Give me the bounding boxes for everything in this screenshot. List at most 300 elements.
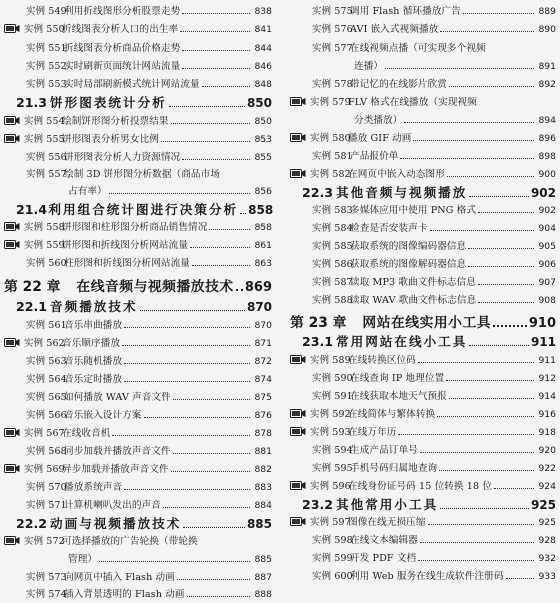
example-label: 实例 593 [310,427,351,438]
entry-title: 在线转换区位码 [348,355,416,366]
toc-entry[interactable] [4,149,272,166]
page-number: 906 [538,259,556,270]
toc-entry[interactable] [4,389,272,406]
dot-leader [478,302,534,303]
entry-title: 检查是否安装声卡 [350,223,428,234]
page-number: 898 [538,151,556,162]
page-number: 872 [254,356,272,367]
dot-leader [439,470,534,471]
dot-leader [161,141,250,142]
dot-leader [420,452,534,453]
dot-leader [173,453,250,454]
dot-leader [400,158,534,159]
page-number: 875 [254,392,272,403]
page-number: 887 [254,572,272,583]
section-heading[interactable] [4,92,272,112]
entry-title: 分类播放） [354,115,403,126]
entry-title: 向网页中插入 Flash 动画 [64,572,175,583]
toc-entry[interactable] [4,335,272,352]
page-number: 902 [538,205,556,216]
chapter-number: 第 23 章 [290,315,347,331]
dot-leader [428,524,534,525]
toc-entry[interactable] [290,292,556,309]
toc-entry[interactable] [290,568,556,585]
example-label: 实例 564 [26,374,67,385]
entry-title: 在线文本编辑器 [350,535,418,546]
page-number: 894 [538,115,556,126]
page-number: 896 [538,133,556,144]
toc-entry[interactable] [290,94,556,111]
page-number: 902 [530,186,556,200]
page-number: 911 [530,335,556,349]
toc-entry-continuation[interactable] [4,183,272,200]
example-label: 实例 592 [310,409,351,420]
toc-entry[interactable] [4,461,272,478]
toc-entry[interactable] [290,532,556,549]
entry-title: 音乐定时播放 [64,374,123,385]
section-heading[interactable] [290,182,556,202]
example-label: 实例 566 [26,410,67,421]
toc-entry[interactable] [4,76,272,93]
example-label: 实例 558 [24,222,65,233]
example-label: 实例 596 [310,481,351,492]
toc-entry[interactable] [4,3,272,20]
entry-title: 饼形图和柱形图分析商品销售情况 [62,222,208,233]
example-label: 实例 581 [312,151,353,162]
example-label: 实例 595 [312,463,353,474]
page-number: 920 [538,445,556,456]
entry-title: 计算机喇叭发出的声音 [64,500,161,511]
section-title: 其他音频与视频播放 [336,185,468,200]
example-label: 实例 577 [312,43,353,54]
video-icon [4,221,20,232]
dot-leader [437,416,534,417]
dot-leader [440,508,529,509]
page-number: 850 [246,96,272,110]
entry-title: 利用折线图形分析股票走势 [64,6,181,17]
entry-title: 读取 WAV 歌曲文件标志信息 [350,295,477,306]
toc-entry[interactable] [290,40,556,57]
entry-title: 获取系统的图像解码器信息 [350,259,467,270]
entry-title: 在线查询 IP 地理位置 [350,373,445,384]
dot-leader [240,213,246,214]
toc-entry[interactable] [4,21,272,38]
page-number: 890 [538,24,556,35]
page-number: 884 [254,500,272,511]
entry-title: 开发 PDF 文档 [350,553,417,564]
example-label: 实例 549 [26,6,67,17]
section-number: 21.3 [16,95,48,110]
toc-entry[interactable] [290,478,556,495]
chapter-heading[interactable] [290,311,556,333]
example-label: 实例 563 [26,356,67,367]
toc-entry[interactable] [290,130,556,147]
page-number: 925 [538,517,556,528]
toc-entry-continuation[interactable] [290,112,556,129]
example-label: 实例 560 [26,258,67,269]
dot-leader [209,229,250,230]
dot-leader [177,579,250,580]
toc-entry[interactable] [290,550,556,567]
toc-entry[interactable] [290,166,556,183]
example-label: 实例 600 [312,571,353,582]
entry-title: 在线收音机 [62,428,111,439]
video-icon [290,132,306,143]
dot-leader [468,248,534,249]
page-number: 916 [538,409,556,420]
page-number: 841 [254,24,272,35]
dot-leader [140,310,245,311]
entry-title: 在线视频点播（可实现多个视频 [350,43,486,54]
video-icon [290,516,306,527]
page-number: 858 [254,222,272,233]
section-number: 22.3 [302,185,334,200]
dot-leader [449,398,534,399]
toc-entry[interactable] [290,238,556,255]
toc-entry[interactable] [290,370,556,387]
toc-entry[interactable] [290,202,556,219]
page-number: 881 [254,446,272,457]
page-number: 891 [538,61,556,72]
toc-entry[interactable] [4,317,272,334]
page-number: 910 [528,316,556,331]
section-heading[interactable] [290,331,556,351]
video-icon [290,96,306,107]
example-label: 实例 576 [312,24,353,35]
dot-leader [192,265,250,266]
page-number: 892 [538,79,556,90]
page-number: 888 [254,589,272,600]
toc-entry[interactable] [4,255,272,272]
example-label: 实例 598 [312,535,353,546]
dot-leader [447,176,534,177]
dot-leader [124,363,250,364]
dot-leader [144,417,250,418]
page-number: 911 [538,355,556,366]
section-title: 动画与视频播放技术 [50,516,182,531]
page-number: 900 [538,169,556,180]
example-label: 实例 591 [312,391,353,402]
entry-title: 获取系统的图像编码器信息 [350,241,467,252]
entry-title: 音乐嵌入设计方案 [64,410,142,421]
page-number: 889 [538,6,556,17]
entry-title: 在线简体与繁体转换 [348,409,436,420]
dot-leader [171,471,250,472]
page-number: 908 [538,295,556,306]
toc-entry[interactable] [4,58,272,75]
example-label: 实例 585 [312,241,353,252]
toc-entry[interactable] [4,497,272,514]
toc-entry[interactable] [4,166,272,183]
entry-title: 可选择播放的广告轮换（带轮换 [62,536,198,547]
page-number: 924 [538,481,556,492]
dot-leader [418,560,534,561]
page-number: 871 [254,338,272,349]
dot-leader [124,327,250,328]
dot-leader [469,345,529,346]
page-number: 914 [538,391,556,402]
dot-leader [430,230,534,231]
example-label: 实例 594 [312,445,353,456]
entry-title: 图像在线无损压缩 [348,517,426,528]
entry-title: 播放系统声音 [64,482,123,493]
page-number: 932 [538,553,556,564]
page-number: 848 [254,79,272,90]
dot-leader [171,123,250,124]
entry-title: 饼形图和折线图分析网站流量 [62,240,189,251]
page-number: 885 [254,554,272,565]
toc-entry[interactable] [4,443,272,460]
dot-leader [109,193,250,194]
page-number: 876 [254,410,272,421]
entry-title: 绘制饼形图分析投票结果 [62,116,169,127]
entry-title: 手机号码归属地查询 [350,463,438,474]
example-label: 实例 578 [312,79,353,90]
dot-leader [385,68,534,69]
toc-entry[interactable] [290,148,556,165]
page-number: 904 [538,223,556,234]
example-label: 实例 587 [312,277,353,288]
example-label: 实例 551 [26,43,67,54]
entry-title: 生成产品订单号 [350,445,418,456]
example-label: 实例 574 [26,589,67,600]
example-label: 实例 567 [24,428,65,439]
video-icon [290,354,306,365]
section-heading[interactable] [4,199,272,219]
section-heading[interactable] [290,494,556,514]
toc-entry[interactable] [290,3,556,20]
example-label: 实例 555 [24,134,65,145]
toc-entry[interactable] [4,533,272,550]
page-number: 844 [254,43,272,54]
toc-entry-continuation[interactable] [4,551,272,568]
entry-title: 饼形图表分析人力资源情况 [64,152,181,163]
entry-title: 饼形图表分析男女比例 [62,134,159,145]
dot-leader [478,284,534,285]
example-label: 实例 588 [312,295,353,306]
section-number: 22.2 [16,516,48,531]
dot-leader [413,140,534,141]
entry-title: 实时局部刷新模式统计网站流量 [64,79,200,90]
toc-entry[interactable] [290,21,556,38]
toc-entry[interactable] [4,586,272,603]
toc-entry[interactable] [290,76,556,93]
entry-title: 播放 GIF 动画 [348,133,412,144]
toc-entry[interactable] [290,460,556,477]
example-label: 实例 554 [24,116,65,127]
dot-leader [468,266,534,267]
entry-title: 在线万年历 [348,427,397,438]
page-number: 870 [246,300,272,314]
dot-leader [404,122,534,123]
entry-title: FLV 格式在线播放（实现视频 [348,97,477,108]
dot-leader [420,542,534,543]
toc-entry[interactable] [4,219,272,236]
section-title: 其他常用小工具 [336,497,439,512]
entry-title: 音乐顺序播放 [62,338,121,349]
entry-title: 带记忆的在线影片欣赏 [350,79,447,90]
example-label: 实例 553 [26,79,67,90]
dot-leader [463,13,534,14]
dot-leader [99,561,250,562]
dot-leader [182,159,250,160]
video-icon [290,168,306,179]
entry-title: 折线图表分析人口的出生率 [62,24,179,35]
page-number: 878 [254,428,272,439]
video-icon [4,23,20,34]
example-label: 实例 582 [310,169,351,180]
dot-leader [183,527,245,528]
entry-title: 在线身份证号码 15 位转换 18 位 [348,481,493,492]
toc-entry[interactable] [4,353,272,370]
entry-title: 音乐串曲播放 [64,320,123,331]
dot-leader [182,68,250,69]
example-label: 实例 561 [26,320,67,331]
toc-entry[interactable] [4,425,272,442]
toc-entry[interactable] [290,514,556,531]
toc-entry[interactable] [4,407,272,424]
entry-title: 插入背景透明的 Flash 动画 [64,589,185,600]
toc-entry[interactable] [4,40,272,57]
chapter-number: 第 22 章 [4,279,61,295]
example-label: 实例 552 [26,61,67,72]
page-number: 933 [538,571,556,582]
video-icon [290,426,306,437]
toc-entry[interactable] [290,442,556,459]
section-heading[interactable] [4,513,272,533]
section-title: 常用网站在线小工具 [336,334,468,349]
example-label: 实例 569 [24,464,65,475]
video-icon [4,463,20,474]
section-heading[interactable] [4,296,272,316]
video-icon [4,239,20,250]
example-label: 实例 590 [312,373,353,384]
entry-title: 多媒体应用中使用 PNG 格式 [350,205,477,216]
dot-leader [418,362,534,363]
entry-title: 产品报价单 [350,151,399,162]
entry-title: 读取 MP3 歌曲文件标志信息 [350,277,476,288]
video-icon [4,427,20,438]
dot-leader [122,345,250,346]
page-number: 907 [538,277,556,288]
page-number: 856 [254,186,272,197]
entry-title: 柱形图和折线图分析网站流量 [64,258,191,269]
entry-title: 连播） [354,61,384,72]
page-number: 853 [254,134,272,145]
chapter-heading[interactable] [4,275,272,297]
video-icon [4,133,20,144]
example-label: 实例 589 [310,355,351,366]
dot-leader [440,31,534,32]
dot-leader [469,196,529,197]
toc-entry[interactable] [290,220,556,237]
dot-leader [493,325,527,327]
example-label: 实例 597 [310,517,351,528]
page-number: 882 [254,464,272,475]
entry-title: 在线获取本地天气预报 [350,391,447,402]
entry-title: 在网页中嵌入动态图形 [348,169,445,180]
section-number: 21.4 [16,202,48,217]
page-number: 858 [248,203,274,217]
entry-title: 异步加载并播放声音文件 [62,464,169,475]
dot-leader [190,247,250,248]
toc-entry-continuation[interactable] [290,58,556,75]
toc-entry[interactable] [4,237,272,254]
page-number: 869 [244,280,272,295]
entry-title: 折线图表分析商品价格走势 [64,43,181,54]
page-number: 838 [254,6,272,17]
toc-entry[interactable] [4,479,272,496]
dot-leader [478,212,534,213]
page-number: 925 [530,498,556,512]
entry-title: 如何播放 WAV 声音文件 [64,392,171,403]
example-label: 实例 565 [26,392,67,403]
video-icon [4,535,20,546]
example-label: 实例 583 [312,205,353,216]
dot-leader [180,31,250,32]
dot-leader [163,507,250,508]
chapter-title: 网站在线实用小工具 [362,315,492,331]
toc-entry[interactable] [290,274,556,291]
section-title: 饼形图表统计分析 [50,95,167,110]
toc-entry[interactable] [290,352,556,369]
page-number: 855 [254,152,272,163]
entry-title: 绘制 3D 饼形图分析数据（商品市场 [64,169,221,180]
page-number: 883 [254,482,272,493]
page-number: 861 [254,240,272,251]
entry-title: 利用 Web 服务在线生成软件注册码 [350,571,504,582]
toc-entry[interactable] [290,256,556,273]
dot-leader [506,578,534,579]
example-label: 实例 580 [310,133,351,144]
entry-title: 调用 Flash 循环播放广告 [350,6,461,17]
page-number: 850 [254,116,272,127]
dot-leader [236,289,243,291]
page-number: 928 [538,535,556,546]
toc-entry[interactable] [4,371,272,388]
example-label: 实例 584 [312,223,353,234]
entry-title: AVI 嵌入式视频播放 [350,24,439,35]
page-number: 863 [254,258,272,269]
dot-leader [169,106,245,107]
page-number: 912 [538,373,556,384]
dot-leader [446,380,534,381]
dot-leader [124,489,250,490]
example-label: 实例 579 [310,97,351,108]
section-title: 利用组合统计图进行决策分析 [48,202,239,217]
section-number: 23.1 [302,334,334,349]
entry-title: 同步加载并播放声音文件 [64,446,171,457]
example-label: 实例 568 [26,446,67,457]
toc-entry[interactable] [290,406,556,423]
entry-title: 占有率） [68,186,107,197]
dot-leader [398,434,534,435]
dot-leader [202,86,250,87]
toc-entry[interactable] [4,131,272,148]
chapter-title: 在线音频与视频播放技术 [76,279,234,295]
toc-entry[interactable] [290,424,556,441]
toc-entry[interactable] [4,113,272,130]
example-label: 实例 557 [26,169,67,180]
example-label: 实例 575 [312,6,353,17]
dot-leader [173,399,250,400]
example-label: 实例 550 [24,24,65,35]
page-number: 922 [538,463,556,474]
entry-title: 管理） [68,554,98,565]
toc-entry[interactable] [290,388,556,405]
page-number: 874 [254,374,272,385]
toc-entry[interactable] [4,569,272,586]
